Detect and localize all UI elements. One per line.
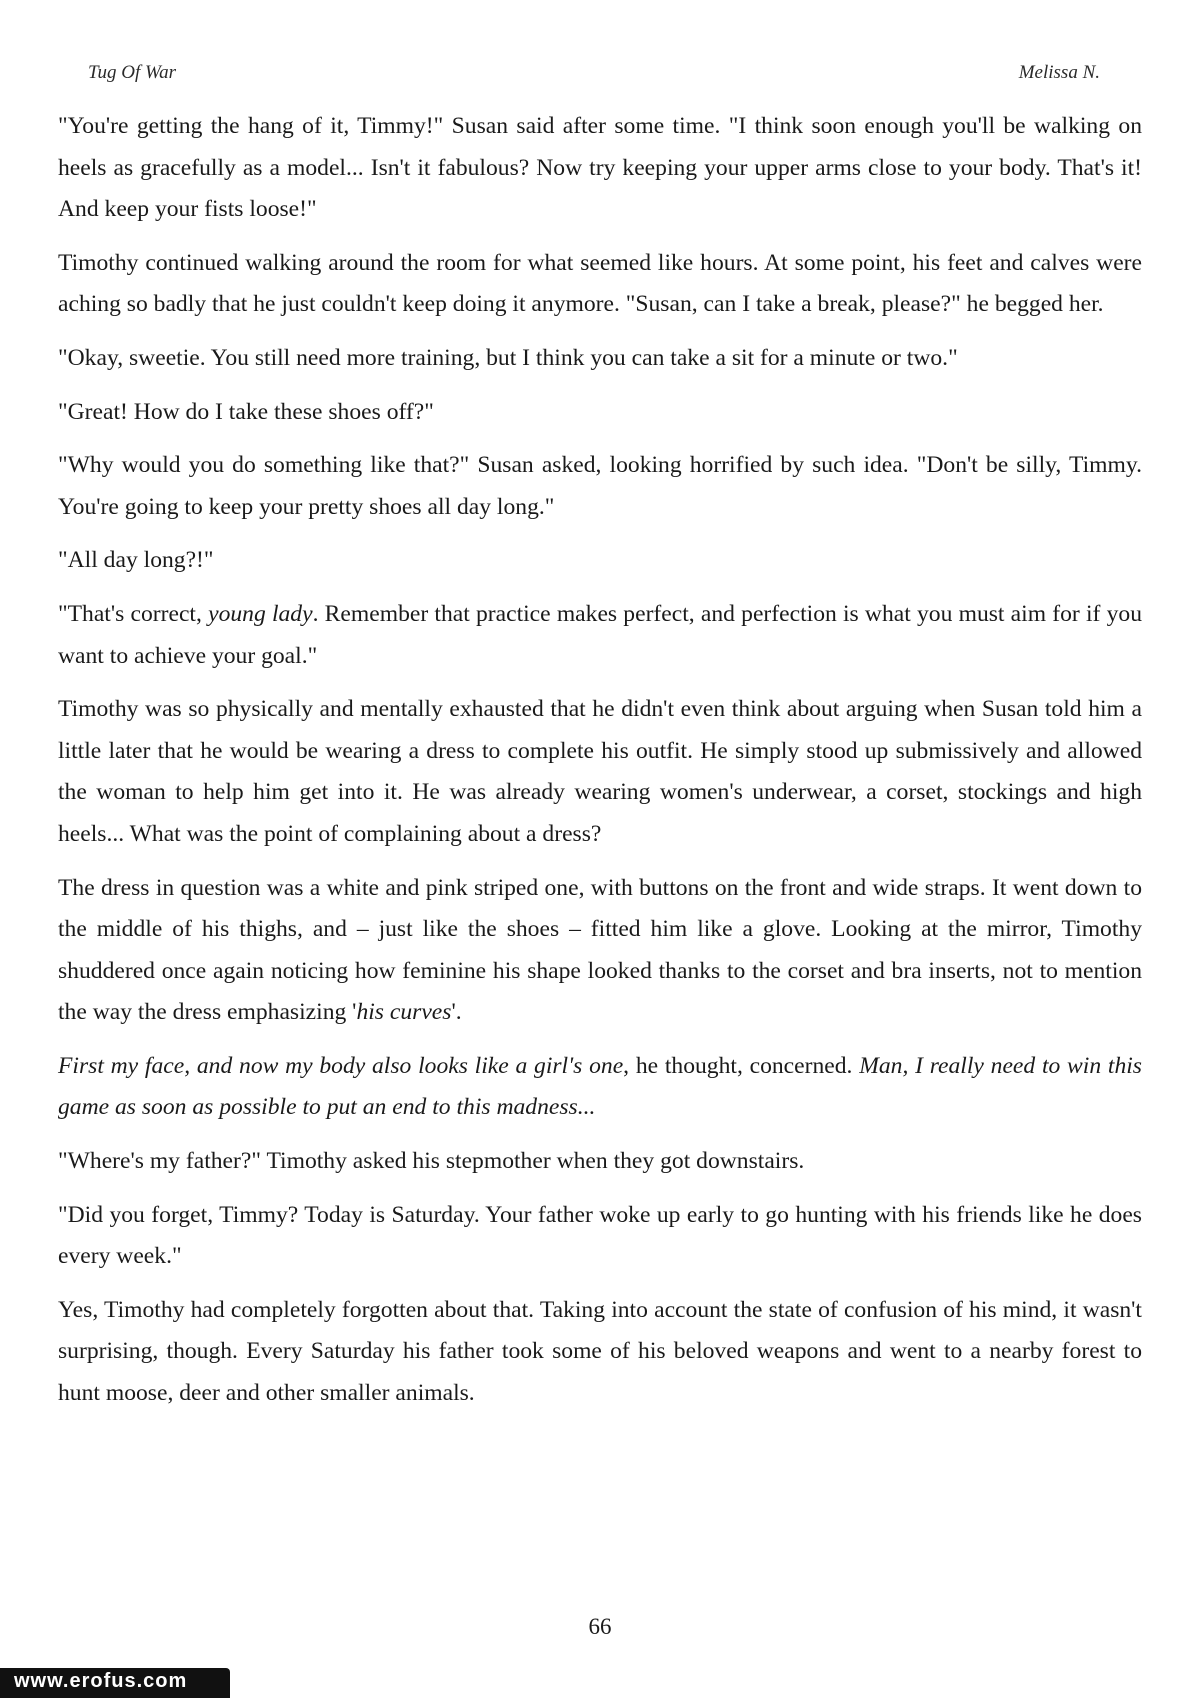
author-name: Melissa N. [1018, 62, 1100, 83]
paragraph [58, 1195, 1142, 1278]
text-segment: , he thought, concerned. [623, 1052, 860, 1079]
italic-text-segment: young lady [208, 600, 313, 627]
text-segment: '. [451, 999, 462, 1026]
text-segment: Timothy was so physically and mentally exhausted that he didn't even think about arguing when Susan told him a little later that he would be wearing a dress to complete his outfit. He simply stood up submissively and allowed the woman to help him get into it. He was already wearing women's underwear, a corset, stockings and high heels... What was the point of complaining about a dress? [58, 696, 1142, 847]
italic-text-segment: First my face, and now my body also looks like a girl's one [58, 1052, 624, 1079]
paragraph [58, 868, 1142, 1034]
paragraph [58, 1290, 1142, 1415]
text-segment: . Remember that practice makes perfect, and perfection is what you must aim for if you want to achieve your goal." [58, 600, 1142, 669]
paragraph [58, 1141, 1142, 1183]
text-segment: "That's correct, [58, 600, 209, 627]
text-segment: "Why would you do something like that?" Susan asked, looking horrified by such idea. "Don't be silly, Timmy. You're going to keep your pretty shoes all day long." [58, 452, 1142, 520]
paragraph [58, 243, 1142, 326]
text-segment: "You're getting the hang of it, Timmy!" Susan said after some time. "I think soon enough you'll be walking on heels as gracefully as a model... Isn't it fabulous? Now try keeping your upper arms close to your body. That's it! And keep your fists loose!" [58, 113, 1142, 223]
text-segment: Yes, Timothy had completely forgotten about that. Taking into account the state of confusion of his mind, it wasn't surprising, though. Every Saturday his father took some of his beloved weapons and went to a nearby forest to hunt moose, deer and other smaller animals. [58, 1296, 1142, 1407]
paragraph [58, 445, 1142, 528]
paragraph [58, 689, 1142, 855]
text-segment: "All day long?!" [58, 547, 214, 574]
paragraph [58, 392, 1142, 434]
text-segment: Timothy continued walking around the room for what seemed like hours. At some point, his feet and calves were aching so badly that he just couldn't keep doing it anymore. "Susan, can I take a break, please?" he begged her. [58, 249, 1142, 318]
paragraph [58, 106, 1142, 231]
text-segment: "Great! How do I take these shoes off?" [58, 398, 434, 425]
text-segment: The dress in question was a white and pink striped one, with buttons on the front and wide straps. It went down to the middle of his thighs, and – just like the shoes – fitted him like a glove. Looking at the mirror, Timothy shuddered once again noticing how feminine his shape looked thanks to the corset and bra inserts, not to mention the way the dress emphasizing ' [58, 874, 1142, 1026]
page-number: 66 [588, 1614, 612, 1639]
text-segment: "Okay, sweetie. You still need more training, but I think you can take a sit for a minute or two." [58, 344, 958, 371]
book-title: Tug Of War [88, 62, 176, 83]
paragraph [58, 594, 1142, 677]
paragraph [58, 338, 1142, 380]
text-segment: "Did you forget, Timmy? Today is Saturday. Your father woke up early to go hunting with his friends like he does every week." [58, 1201, 1142, 1270]
body-text [58, 106, 1142, 1427]
page-header [88, 62, 1100, 92]
watermark [0, 1668, 230, 1698]
watermark-text: www.erofus.com [14, 1670, 188, 1692]
text-segment: "Where's my father?" Timothy asked his stepmother when they got downstairs. [58, 1148, 805, 1175]
paragraph [58, 1046, 1142, 1129]
paragraph [58, 540, 1142, 582]
italic-text-segment: Man, I really need to win this game as soon as possible to put an end to this madness... [58, 1052, 1142, 1121]
italic-text-segment: his curves [356, 999, 452, 1026]
